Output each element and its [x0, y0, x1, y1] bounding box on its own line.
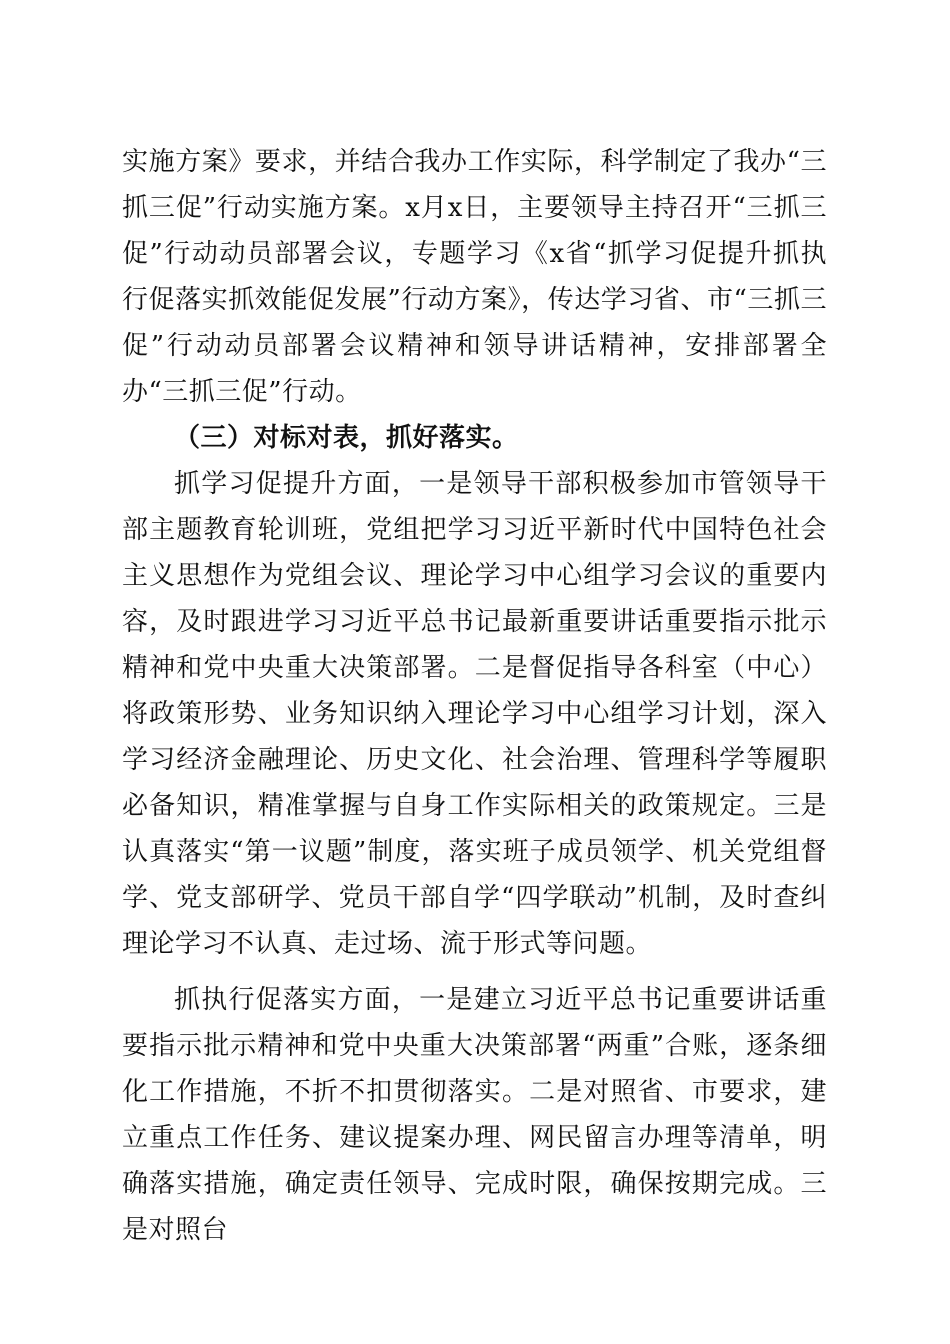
document-body [122, 139, 827, 1253]
paragraph-study: 抓学习促提升方面，一是领导干部积极参加市管领导干部主题教育轮训班，党组把学习习近平新时代中国特色社会主义思想作为党组会议、理论学习中心组学习会议的重要内容，及时跟进学习习近平总书记最新重要讲话重要指示批示精神和党中央重大决策部署。二是督促指导各科室（中心）将政策形势、业务知识纳入理论学习中心组学习计划，深入学习经济金融理论、历史文化、社会治理、管理科学等履职必备知识，精准掌握与自身工作实际相关的政策规定。三是认真落实“第一议题”制度，落实班子成员领学、机关党组督学、党支部研学、党员干部自学“四学联动”机制，及时查纠理论学习不认真、走过场、流于形式等问题。 [122, 469, 827, 959]
paragraph-continuation: 实施方案》要求，并结合我办工作实际，科学制定了我办“三抓三促”行动实施方案。x月x日，主要领导主持召开“三抓三促”行动动员部署会议，专题学习《x省“抓学习促提升抓执行促落实抓效能促发展”行动方案》，传达学习省、市“三抓三促”行动动员部署会议精神和领导讲话精神，安排部署全办“三抓三促”行动。 [122, 147, 827, 407]
paragraph-execution: 抓执行促落实方面，一是建立习近平总书记重要讲话重要指示批示精神和党中央重大决策部署“两重”合账，逐条细化工作措施，不折不扣贯彻落实。二是对照省、市要求，建立重点工作任务、建议提案办理、网民留言办理等清单，明确落实措施，确定责任领导、完成时限，确保按期完成。三是对照台 [122, 985, 827, 1245]
section-heading: （三）对标对表，抓好落实。 [174, 423, 519, 453]
